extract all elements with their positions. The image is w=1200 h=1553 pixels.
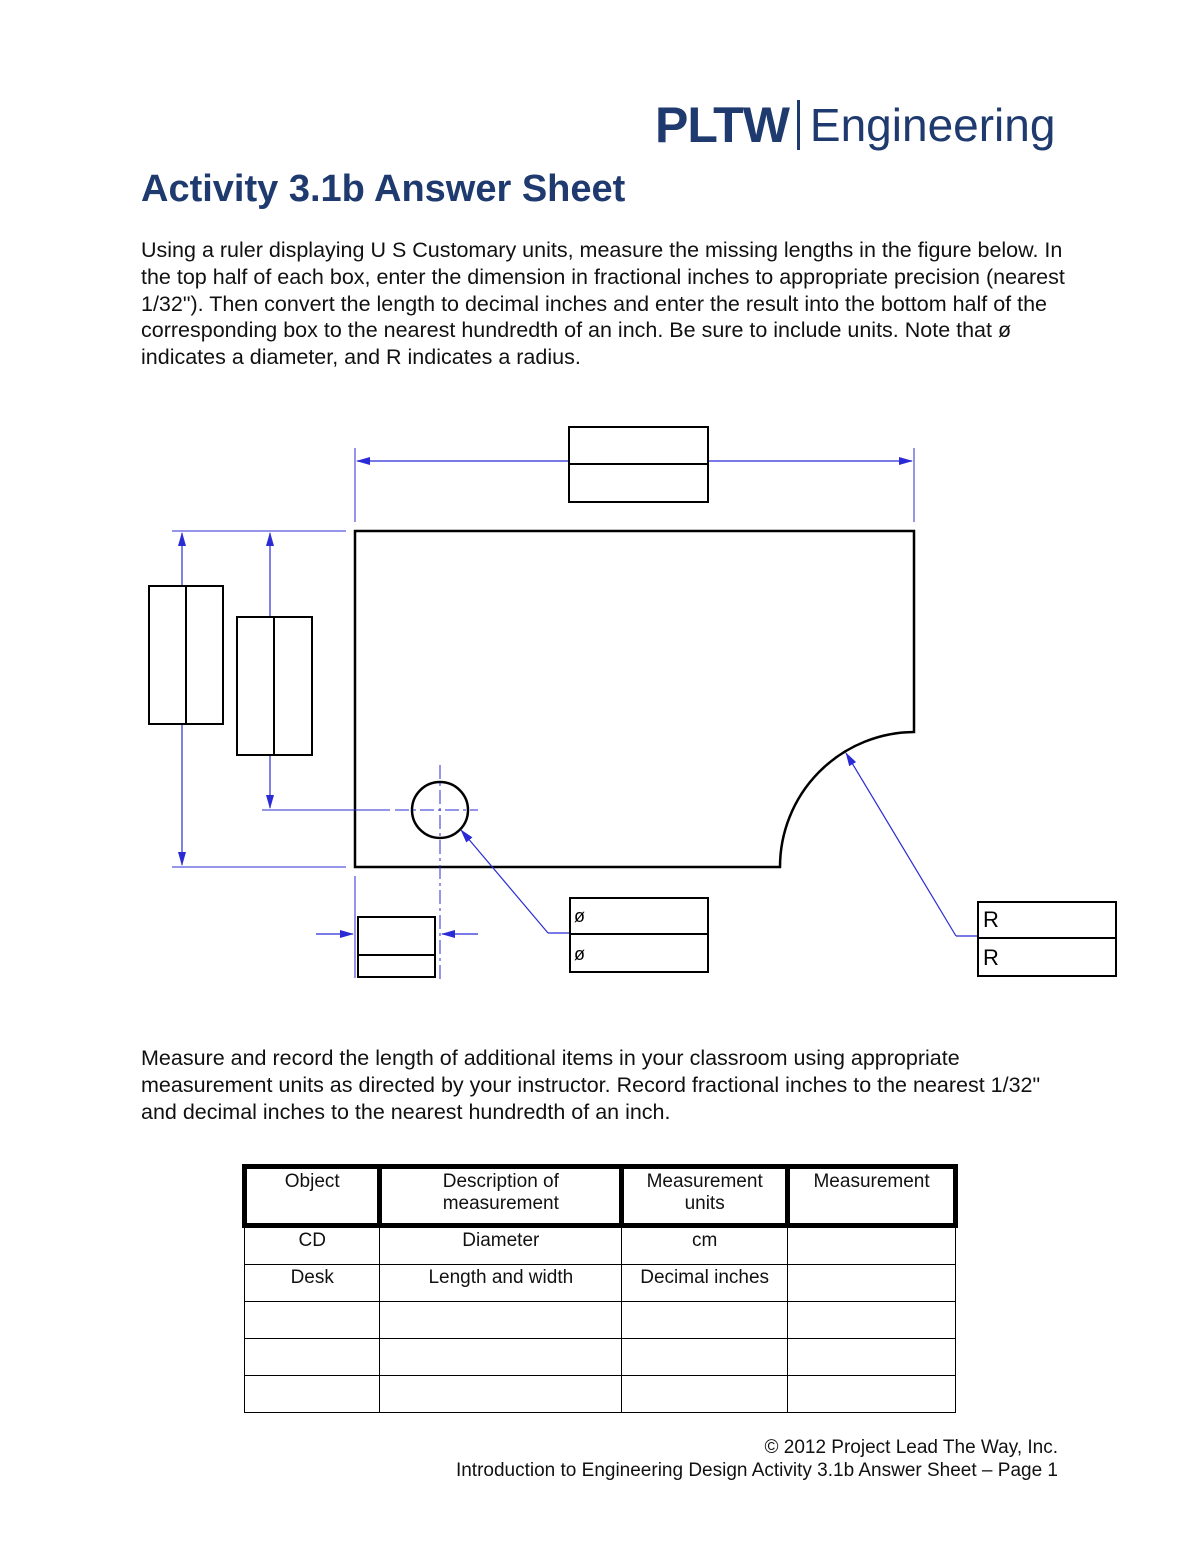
copyright-footer: © 2012 Project Lead The Way, Inc. [764, 1437, 1058, 1458]
classroom-measurement-instructions: Measure and record the length of additional items in your classroom using appropriate measurement units as directed by your instructor. Record fractional inches to the nearest 1/32" and decimal inches to the nearest hundredth of an inch. [141, 1046, 1041, 1124]
diameter-symbol-top: ø [574, 906, 585, 926]
hole-offset-answer-box[interactable] [358, 917, 435, 977]
height-answer-box[interactable] [149, 586, 223, 724]
cell-measurement[interactable] [788, 1302, 956, 1339]
cell-units[interactable]: cm [622, 1226, 788, 1265]
cell-description[interactable] [380, 1302, 622, 1339]
hole-location-answer-box[interactable] [237, 617, 312, 755]
table-row [245, 1265, 956, 1302]
part-outline [355, 531, 914, 867]
header-units: Measurement units [622, 1167, 788, 1226]
header-description: Description of measurement [380, 1167, 622, 1226]
radius-leader-line [846, 753, 956, 936]
cell-description[interactable]: Length and width [380, 1265, 622, 1302]
table-row [245, 1339, 956, 1376]
cell-units[interactable]: Decimal inches [622, 1265, 788, 1302]
diameter-symbol-bottom: ø [574, 944, 585, 964]
table-row [245, 1302, 956, 1339]
top-length-answer-box[interactable] [569, 427, 708, 502]
radius-symbol-top: R [983, 907, 999, 932]
radius-symbol-bottom: R [983, 945, 999, 970]
cell-description[interactable]: Diameter [380, 1226, 622, 1265]
cell-description[interactable] [380, 1339, 622, 1376]
instructions-paragraph: Using a ruler displaying U S Customary units, measure the missing lengths in the figure below. In the top half of each box, enter the dimension in fractional inches to appropriate precision (nearest 1/32"). Then convert the length to decimal inches and enter the result into the bottom half of the corresponding box to the nearest hundredth of an inch. Be sure to include units. Note that ø indicates a diameter, and R indicates a radius. [141, 238, 1065, 370]
diameter-answer-box[interactable] [570, 898, 708, 972]
header-measurement: Measurement [788, 1167, 956, 1226]
radius-answer-box[interactable] [978, 902, 1116, 976]
cell-measurement[interactable] [788, 1265, 956, 1302]
cell-object[interactable] [245, 1302, 380, 1339]
logo-engineering-text: Engineering [809, 99, 1056, 151]
page-title: Activity 3.1b Answer Sheet [141, 168, 626, 210]
cell-object[interactable]: Desk [245, 1265, 380, 1302]
cell-measurement[interactable] [788, 1339, 956, 1376]
cell-units[interactable] [622, 1302, 788, 1339]
cell-description[interactable] [380, 1376, 622, 1413]
header-object: Object [245, 1167, 380, 1226]
cell-measurement[interactable] [788, 1226, 956, 1265]
cell-units[interactable] [622, 1339, 788, 1376]
cell-units[interactable] [622, 1376, 788, 1413]
cell-object[interactable]: CD [245, 1226, 380, 1265]
measurement-table [242, 1164, 958, 1413]
table-row [245, 1226, 956, 1265]
cell-object[interactable] [245, 1339, 380, 1376]
diameter-leader-line [461, 830, 548, 933]
cell-measurement[interactable] [788, 1376, 956, 1413]
logo-pltw-text: PLTW [655, 97, 789, 153]
page-footer: Introduction to Engineering Design Activity 3.1b Answer Sheet – Page 1 [455, 1460, 1058, 1481]
cell-object[interactable] [245, 1376, 380, 1413]
table-row [245, 1376, 956, 1413]
table-header-row [245, 1167, 956, 1226]
